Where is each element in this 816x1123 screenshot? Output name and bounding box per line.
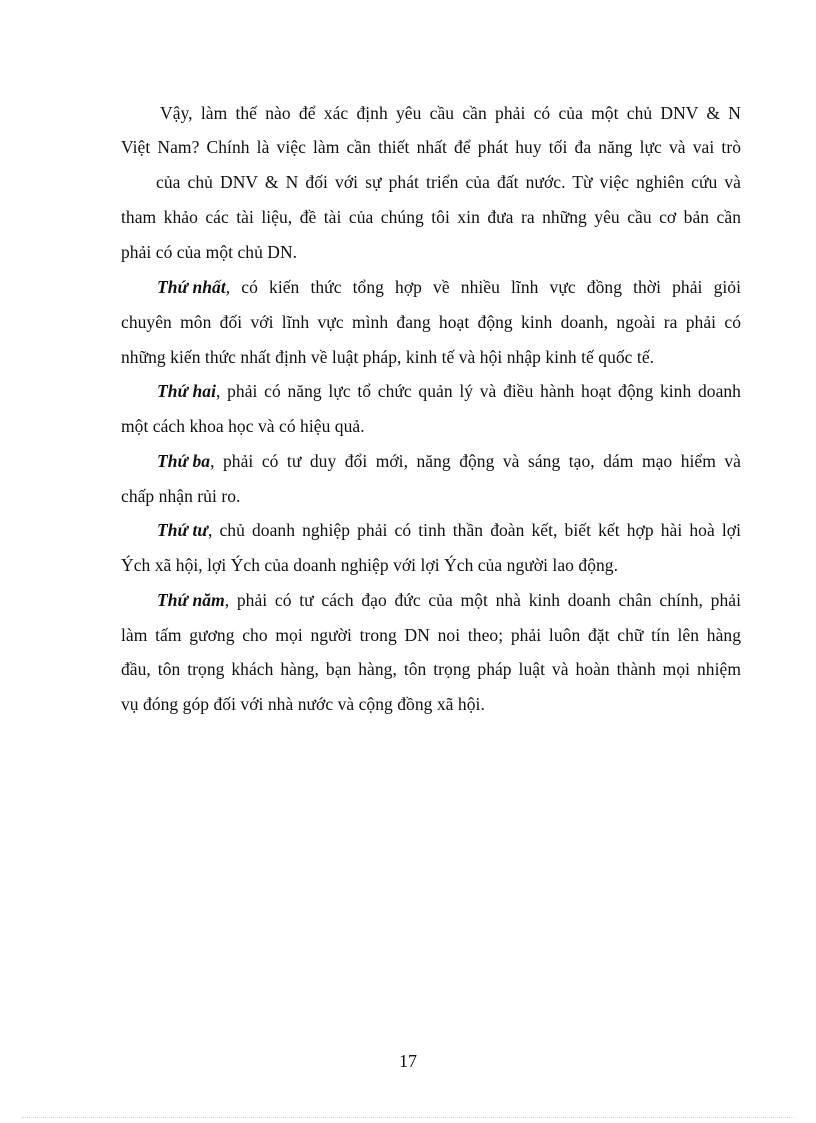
page-number: 17 <box>399 1051 417 1071</box>
paragraph-3-line-1 <box>157 380 741 402</box>
paragraph-5-line-1 <box>157 519 741 541</box>
paragraph-2-line-2: chuyên môn đối với lĩnh vực mình đang hoạt động kinh doanh, ngoài ra phải có <box>121 312 741 332</box>
paragraph-lead-thu-nam: Thứ năm <box>157 590 225 610</box>
paragraph-3-line-2: một cách khoa học và có hiệu quả. <box>121 416 365 436</box>
paragraph-6-line-3: đầu, tôn trọng khách hàng, bạn hàng, tôn trọng pháp luật và hoàn thành mọi nhiệm <box>121 659 741 679</box>
paragraph-1-line-3: của chủ DNV & N đối với sự phát triển của đất nước. Từ việc nghiên cứu và <box>156 172 741 192</box>
paragraph-4-line-1-text: , phải có tư duy đổi mới, năng động và sáng tạo, dám mạo hiểm và <box>210 451 741 471</box>
paragraph-lead-thu-hai: Thứ hai <box>157 381 216 401</box>
paragraph-6-line-1 <box>157 589 741 611</box>
paragraph-lead-thu-nhat: Thứ nhất <box>157 277 226 297</box>
paragraph-3-line-1-text: , phải có năng lực tổ chức quản lý và điều hành hoạt động kinh doanh <box>215 381 741 401</box>
paragraph-1-line-5: phải có của một chủ DN. <box>121 242 298 262</box>
paragraph-1-line-4: tham khảo các tài liệu, đề tài của chúng tôi xin đưa ra những yêu cầu cơ bản cần <box>121 207 741 227</box>
paragraph-2-line-3: những kiến thức nhất định về luật pháp, kinh tế và hội nhập kinh tế quốc tế. <box>121 347 655 367</box>
paragraph-2-line-1-text: , có kiến thức tổng hợp về nhiều lĩnh vực đồng thời phải giỏi <box>225 277 741 297</box>
page-bottom-divider <box>22 1117 794 1118</box>
paragraph-6-line-4: vụ đóng góp đối với nhà nước và cộng đồng xã hội. <box>121 694 485 714</box>
paragraph-5-line-2: Ých xã hội, lợi Ých của doanh nghiệp với lợi Ých của người lao động. <box>121 555 619 575</box>
paragraph-1-line-1: Vậy, làm thế nào để xác định yêu cầu cần phải có của một chủ DNV & N <box>160 103 741 123</box>
paragraph-1-line-2: Việt Nam? Chính là việc làm cần thiết nhất để phát huy tối đa năng lực và vai trò <box>121 137 741 157</box>
paragraph-4-line-2: chấp nhận rủi ro. <box>121 486 241 506</box>
paragraph-lead-thu-tu: Thứ tư <box>157 520 208 540</box>
paragraph-2-line-1 <box>157 276 741 298</box>
paragraph-4-line-1 <box>157 450 741 472</box>
paragraph-5-line-1-text: , chủ doanh nghiệp phải có tinh thần đoàn kết, biết kết hợp hài hoà lợi <box>207 520 741 540</box>
paragraph-6-line-1-text: , phải có tư cách đạo đức của một nhà kinh doanh chân chính, phải <box>224 590 741 610</box>
paragraph-6-line-2: làm tấm gương cho mọi người trong DN noi theo; phải luôn đặt chữ tín lên hàng <box>121 625 741 645</box>
paragraph-lead-thu-ba: Thứ ba <box>157 451 211 471</box>
